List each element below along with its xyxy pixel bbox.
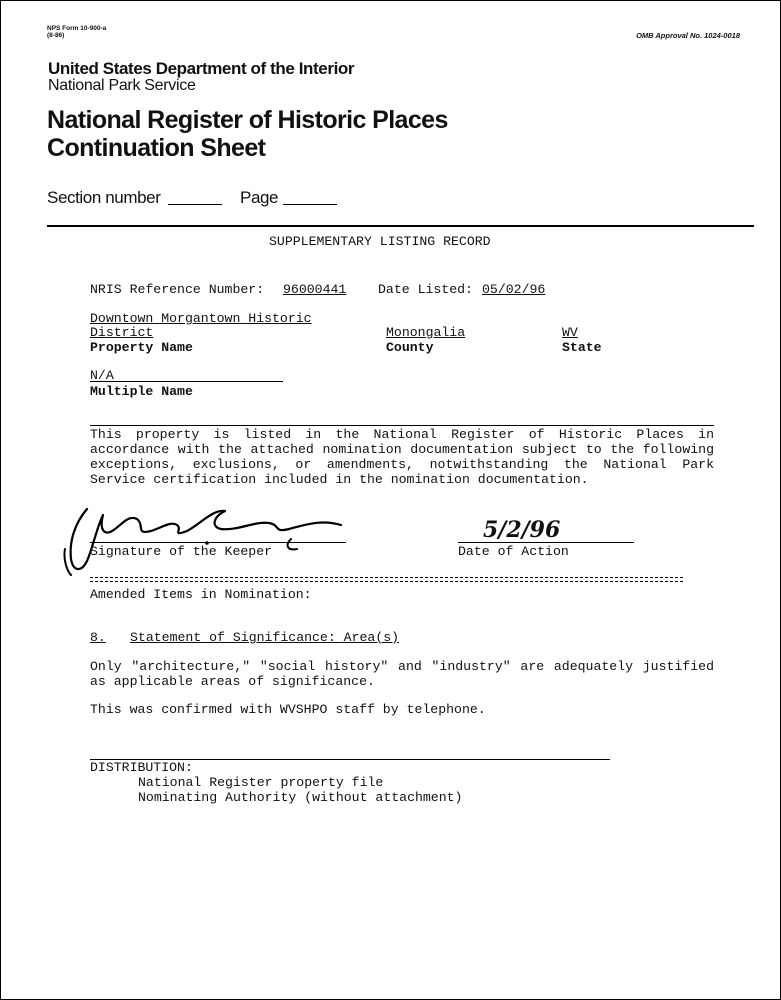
form-revision: (8-86)	[47, 32, 65, 39]
date-of-action-label: Date of Action	[458, 544, 569, 559]
property-name-line1: Downtown Morgantown Historic	[90, 311, 312, 326]
multiple-name-label: Multiple Name	[90, 384, 193, 399]
date-of-action-line	[458, 542, 634, 543]
amended-item-number: 8.	[90, 630, 106, 645]
amended-divider	[90, 577, 683, 582]
distribution-item: Nominating Authority (without attachment)	[138, 790, 463, 805]
state-value: WV	[562, 325, 578, 340]
date-listed-label: Date Listed:	[378, 282, 473, 297]
page-blank	[283, 204, 337, 205]
amended-item-title: Statement of Significance: Area(s)	[130, 630, 400, 645]
state-label: State	[562, 340, 602, 355]
multiple-name-value: N/A	[90, 368, 114, 383]
certification-text: This property is listed in the National Register of Historic Places in accordance with the attached nomination documentation subject to the following exceptions, exclusions, or amendments, notwithstanding the National Park Service certification included in the nomination documentation.	[90, 427, 714, 487]
page-subtitle: Continuation Sheet	[47, 134, 266, 162]
record-heading: SUPPLEMENTARY LISTING RECORD	[269, 234, 491, 249]
amended-paragraph-2: This was confirmed with WVSHPO staff by telephone.	[90, 702, 486, 717]
form-number: NPS Form 10-900-a	[47, 25, 107, 32]
page-title: National Register of Historic Places	[47, 106, 448, 134]
keeper-signature-icon	[59, 501, 349, 581]
amended-heading: Amended Items in Nomination:	[90, 587, 312, 602]
date-of-action-value: 5/2/96	[483, 517, 561, 543]
header-divider	[47, 225, 754, 227]
department-name: United States Department of the Interior	[48, 59, 355, 78]
certification-divider	[90, 425, 714, 426]
service-name: National Park Service	[48, 77, 196, 94]
multiple-name-blank	[90, 381, 283, 382]
distribution-item: National Register property file	[138, 775, 384, 790]
form-id	[47, 25, 106, 39]
county-value: Monongalia	[386, 325, 466, 340]
county-label: County	[386, 340, 434, 355]
property-name-label: Property Name	[90, 340, 193, 355]
omb-approval: OMB Approval No. 1024-0018	[636, 31, 740, 40]
distribution-label: DISTRIBUTION:	[90, 760, 193, 775]
amended-paragraph-1: Only "architecture," "social history" and "industry" are adequately justified as applicable areas of significance.	[90, 659, 714, 689]
page-label: Page	[240, 188, 279, 207]
date-listed-value: 05/02/96	[482, 282, 546, 297]
signature-label: Signature of the Keeper	[90, 544, 273, 559]
nris-label: NRIS Reference Number:	[90, 282, 265, 297]
section-number-label: Section number	[47, 188, 161, 207]
property-name-line2: District	[90, 325, 154, 340]
nris-value: 96000441	[283, 282, 347, 297]
section-number-blank	[168, 204, 222, 205]
signature-line	[90, 542, 346, 543]
